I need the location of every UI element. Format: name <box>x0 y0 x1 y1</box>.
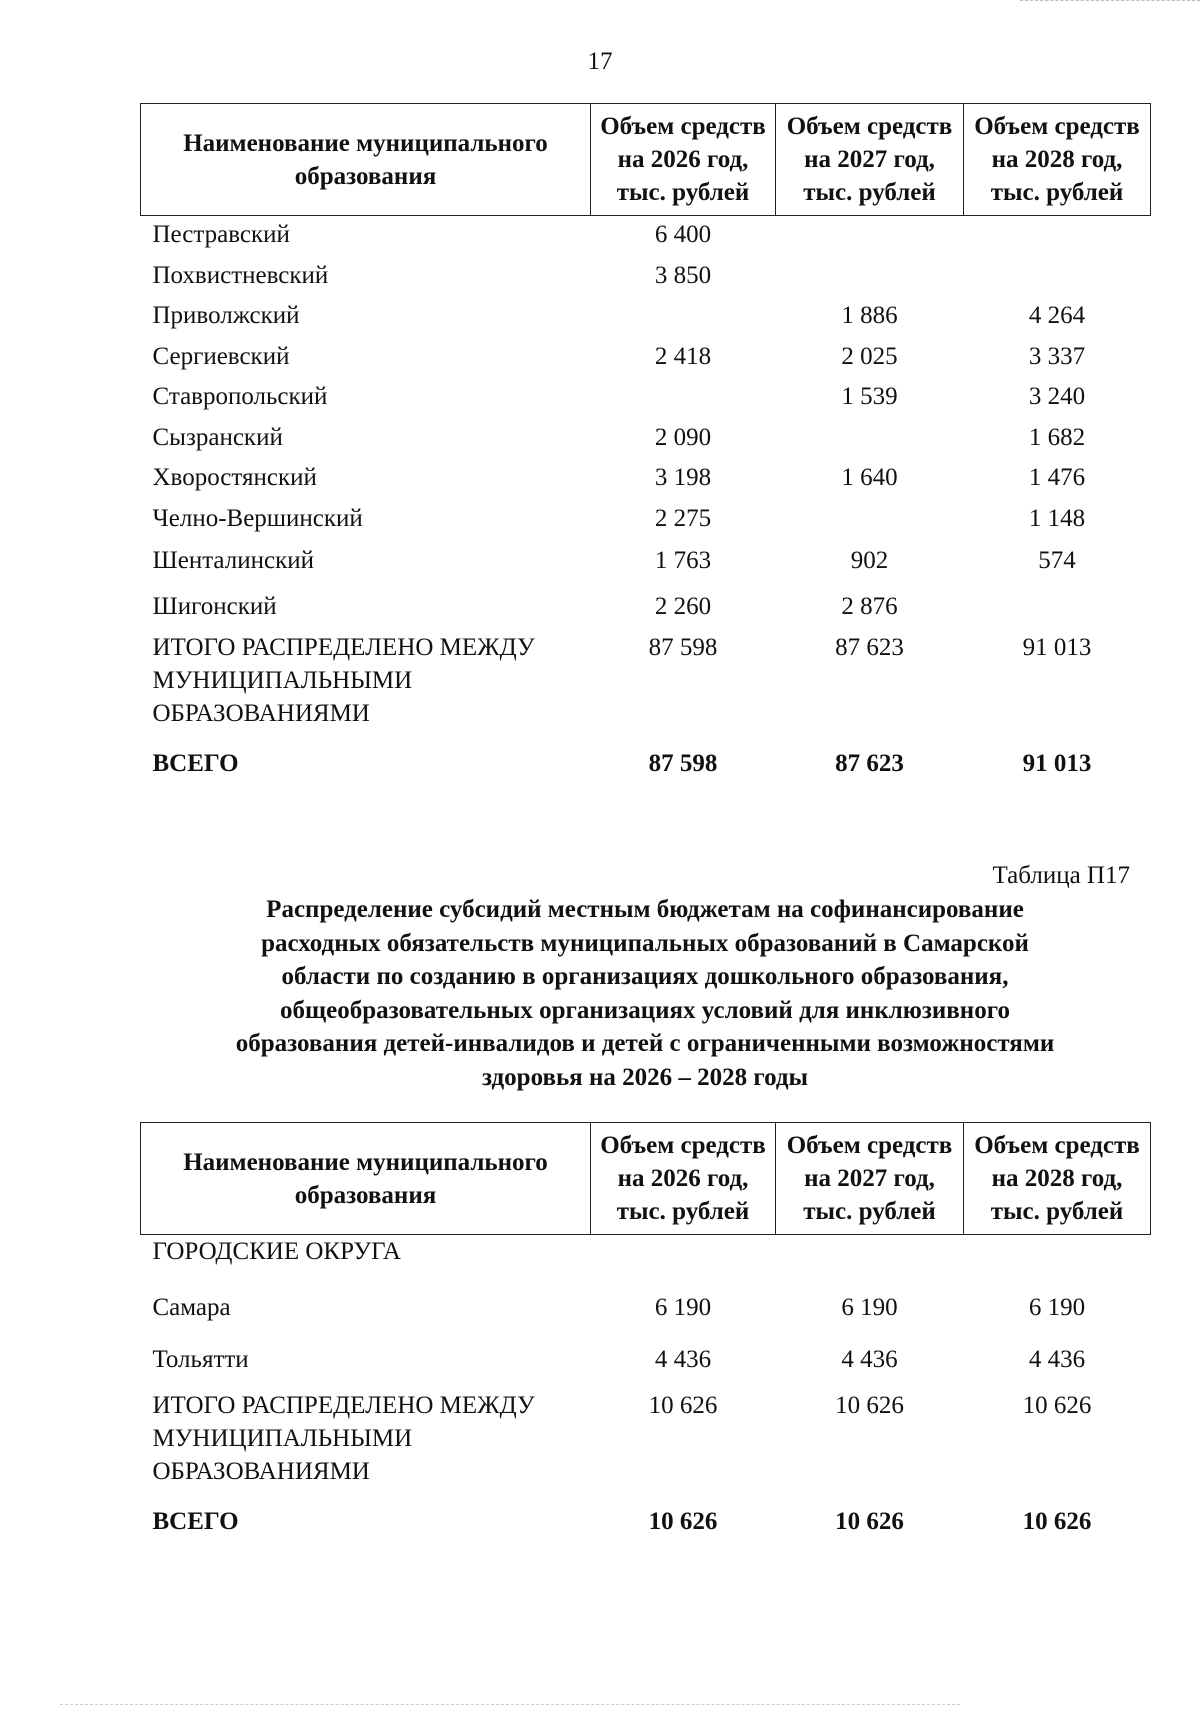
table-title-line: области по созданию в организациях дошкольного образования, <box>281 963 1009 990</box>
value-2028: 1 148 <box>1028 504 1086 532</box>
value-2027: 902 <box>850 547 889 574</box>
table-row <box>141 257 1151 298</box>
table-title-line: Распределение субсидий местным бюджетам на софинансирование <box>266 896 1024 923</box>
table-row <box>141 338 1151 379</box>
distributed-2027: 87 623 <box>835 633 904 661</box>
header-2028: Объем средств на 2028 год, тыс. рублей <box>964 1123 1151 1235</box>
distributed-label: ИТОГО РАСПРЕДЕЛЕНО МЕЖДУ МУНИЦИПАЛЬНЫМИ ОБРАЗОВАНИЯМИ <box>152 1392 535 1485</box>
municipality-name: Самара <box>152 1294 231 1321</box>
municipality-name: Сергиевский <box>152 342 290 370</box>
value-2027 <box>776 419 964 460</box>
value-2028: 3 240 <box>1028 383 1086 410</box>
value-2026: 1 763 <box>654 547 712 574</box>
value-2027: 4 436 <box>841 1346 898 1373</box>
distributed-2026: 87 598 <box>648 633 718 661</box>
value-2028 <box>964 216 1151 257</box>
value-2028: 1 682 <box>1028 423 1086 451</box>
table-row <box>141 500 1151 541</box>
value-2026: 3 198 <box>654 464 712 491</box>
distributed-2026: 10 626 <box>648 1392 718 1419</box>
total-label: ВСЕГО <box>152 749 239 777</box>
header-municipality: Наименование муниципального образования <box>141 104 591 216</box>
value-2027: 1 886 <box>841 302 898 329</box>
value-2028 <box>964 257 1151 298</box>
value-2027: 2 876 <box>841 593 898 620</box>
value-2026: 2 418 <box>654 342 712 370</box>
total-2026: 87 598 <box>648 749 718 777</box>
table-row <box>141 459 1151 500</box>
municipality-name: Тольятти <box>152 1346 249 1373</box>
page-number: 17 <box>587 48 613 75</box>
table-title-line: здоровья на 2026 – 2028 годы <box>481 1063 809 1091</box>
table-title-line: образования детей-инвалидов и детей с ограниченными возможностями <box>235 1030 1055 1057</box>
distributed-2027: 10 626 <box>835 1392 904 1419</box>
value-2027: 2 025 <box>841 342 898 370</box>
table-row <box>141 297 1151 338</box>
value-2026: 6 400 <box>654 221 712 248</box>
value-2026: 6 190 <box>654 1294 712 1321</box>
municipality-name: Шигонский <box>152 593 277 620</box>
value-2026: 3 850 <box>654 261 712 289</box>
total-2027: 87 623 <box>835 749 904 777</box>
table-row <box>141 1335 1151 1387</box>
value-2028: 3 337 <box>1028 342 1086 370</box>
total-2026: 10 626 <box>648 1508 718 1535</box>
municipality-name: Ставропольский <box>152 383 328 410</box>
value-2027: 1 640 <box>841 464 898 491</box>
municipality-name: Шенталинский <box>152 547 314 574</box>
municipality-name: Хворостянский <box>152 464 317 491</box>
header-2026: Объем средств на 2026 год, тыс. рублей <box>591 104 776 216</box>
header-2028: Объем средств на 2028 год, тыс. рублей <box>964 104 1151 216</box>
header-2027: Объем средств на 2027 год, тыс. рублей <box>776 104 964 216</box>
total-2027: 10 626 <box>835 1508 904 1535</box>
value-2028: 6 190 <box>1028 1294 1086 1321</box>
table-row <box>141 540 1151 588</box>
table-row <box>141 216 1151 257</box>
section-row <box>141 1235 1151 1284</box>
distributed-label: ИТОГО РАСПРЕДЕЛЕНО МЕЖДУ МУНИЦИПАЛЬНЫМИ ОБРАЗОВАНИЯМИ <box>152 633 535 727</box>
table-title-line: расходных обязательств муниципальных образований в Самарской <box>261 929 1029 957</box>
value-2028: 4 436 <box>1028 1346 1086 1373</box>
table-p17 <box>140 1122 1151 1538</box>
municipality-name: Пестравский <box>152 221 290 248</box>
value-2026: 2 260 <box>654 593 712 620</box>
municipality-name: Челно-Вершинский <box>152 504 363 532</box>
value-2027 <box>776 500 964 541</box>
scan-artifact-top <box>1020 0 1200 2</box>
total-row <box>141 741 1151 780</box>
value-2028 <box>964 588 1151 629</box>
total-2028: 10 626 <box>1022 1508 1092 1535</box>
table-label: Таблица П17 <box>992 862 1130 889</box>
value-2026: 2 090 <box>654 423 712 451</box>
table-row <box>141 378 1151 419</box>
section-label: ГОРОДСКИЕ ОКРУГА <box>152 1238 401 1265</box>
table-title <box>140 893 1150 1094</box>
value-2027 <box>776 216 964 257</box>
total-row <box>141 1499 1151 1538</box>
distributed-2028: 91 013 <box>1022 633 1092 661</box>
total-label: ВСЕГО <box>152 1508 239 1535</box>
total-2028: 91 013 <box>1022 749 1092 777</box>
value-2026 <box>591 378 776 419</box>
value-2026 <box>591 297 776 338</box>
table-header-row <box>141 104 1151 216</box>
value-2027 <box>776 257 964 298</box>
municipality-name: Похвистневский <box>152 261 329 289</box>
table-row <box>141 588 1151 629</box>
scan-artifact-bottom <box>60 1704 960 1706</box>
value-2026: 4 436 <box>654 1346 712 1373</box>
distributed-row <box>141 1387 1151 1499</box>
table-p16-continuation <box>140 103 1151 780</box>
value-2028: 574 <box>1038 547 1076 574</box>
table-row <box>141 1283 1151 1335</box>
value-2027: 1 539 <box>841 383 898 410</box>
table-title-line: общеобразовательных организациях условий для инклюзивного <box>280 996 1010 1024</box>
header-municipality: Наименование муниципального образования <box>141 1123 591 1235</box>
distributed-row <box>141 629 1151 741</box>
value-2028: 4 264 <box>1028 302 1086 329</box>
header-2026: Объем средств на 2026 год, тыс. рублей <box>591 1123 776 1235</box>
distributed-2028: 10 626 <box>1022 1392 1092 1419</box>
municipality-name: Сызранский <box>152 423 283 451</box>
value-2026: 2 275 <box>654 504 712 532</box>
table-row <box>141 419 1151 460</box>
header-2027: Объем средств на 2027 год, тыс. рублей <box>776 1123 964 1235</box>
value-2028: 1 476 <box>1028 464 1086 491</box>
value-2027: 6 190 <box>841 1294 898 1321</box>
municipality-name: Приволжский <box>152 302 300 329</box>
table-header-row <box>141 1123 1151 1235</box>
